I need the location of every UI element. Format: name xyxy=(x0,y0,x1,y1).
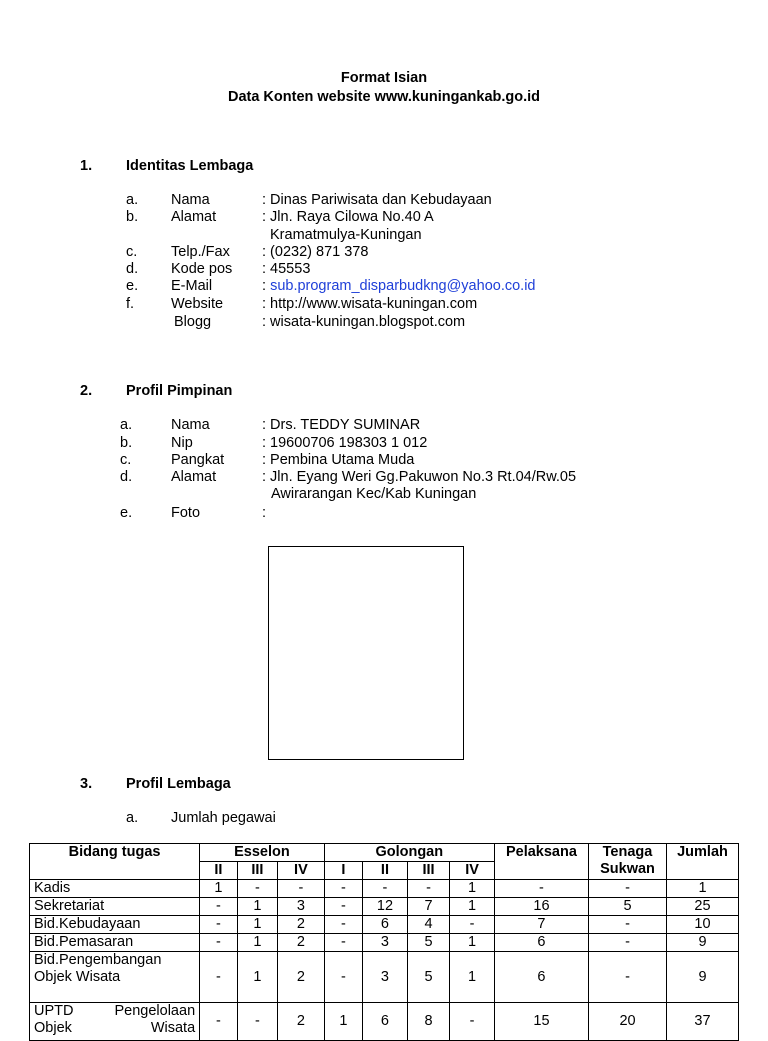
cell: 1 xyxy=(450,934,495,952)
cell: - xyxy=(200,916,237,934)
row-name: Kadis xyxy=(30,880,200,898)
s1-letter: a. xyxy=(126,192,139,208)
cell: - xyxy=(237,1003,278,1041)
s1-letter: f. xyxy=(126,296,135,312)
cell: 16 xyxy=(494,898,588,916)
subheader-golongan: IV xyxy=(450,862,495,880)
section-3-title: Profil Lembaga xyxy=(126,776,231,792)
s2-label: Nama xyxy=(171,417,210,433)
header-esselon: Esselon xyxy=(200,844,325,862)
subheader-golongan: III xyxy=(407,862,450,880)
cell: 2 xyxy=(278,952,325,1003)
document-title: Format Isian xyxy=(340,70,428,86)
s2-value: : Pembina Utama Muda xyxy=(262,452,415,468)
cell: - xyxy=(589,880,667,898)
cell: - xyxy=(324,916,362,934)
cell: 7 xyxy=(494,916,588,934)
email-link[interactable]: sub.program_disparbudkng@yahoo.co.id xyxy=(270,278,536,294)
table-row xyxy=(30,880,739,898)
s1-value: : Dinas Pariwisata dan Kebudayaan xyxy=(262,192,492,208)
cell: 1 xyxy=(324,1003,362,1041)
header-bidang: Bidang tugas xyxy=(30,844,200,880)
cell: - xyxy=(324,898,362,916)
s1-label: Telp./Fax xyxy=(171,244,230,260)
cell: - xyxy=(450,1003,495,1041)
subheader-golongan: I xyxy=(324,862,362,880)
row-name: Bid.Pengembangan Objek Wisata xyxy=(30,952,200,1003)
s1-label: Alamat xyxy=(171,209,217,225)
cell: - xyxy=(363,880,408,898)
s1-label: Nama xyxy=(171,192,210,208)
row-name: Bid.Kebudayaan xyxy=(30,916,200,934)
cell: 5 xyxy=(589,898,667,916)
cell: 12 xyxy=(363,898,408,916)
cell: 20 xyxy=(589,1003,667,1041)
cell: 2 xyxy=(278,916,325,934)
cell: 4 xyxy=(407,916,450,934)
s1-letter: d. xyxy=(126,261,139,277)
cell: 1 xyxy=(667,880,739,898)
cell: - xyxy=(589,934,667,952)
s1-value: : Jln. Raya Cilowa No.40 A xyxy=(262,209,434,225)
s3-letter: a. xyxy=(126,810,139,826)
cell: - xyxy=(200,934,237,952)
cell: 1 xyxy=(200,880,237,898)
cell: 5 xyxy=(407,934,450,952)
cell: 6 xyxy=(363,916,408,934)
cell: - xyxy=(324,934,362,952)
section-1-number: 1. xyxy=(80,158,93,174)
s2-label: Alamat xyxy=(171,469,217,485)
cell: 6 xyxy=(494,952,588,1003)
cell: 2 xyxy=(278,1003,325,1041)
cell: - xyxy=(494,880,588,898)
s1-letter: b. xyxy=(126,209,139,225)
row-name: UPTD Pengelolaan Objek Wisata xyxy=(30,1003,200,1041)
cell: 3 xyxy=(278,898,325,916)
row-name: Bid.Pemasaran xyxy=(30,934,200,952)
email-colon: : xyxy=(262,278,267,294)
cell: 1 xyxy=(237,934,278,952)
s1-letter: c. xyxy=(126,244,138,260)
s2-label: Pangkat xyxy=(171,452,225,468)
s2-letter: c. xyxy=(120,452,132,468)
subheader-esselon: II xyxy=(200,862,237,880)
s2-label: Nip xyxy=(171,435,193,451)
cell: 1 xyxy=(237,898,278,916)
header-pelaksana: Pelaksana xyxy=(494,844,588,880)
table-row xyxy=(30,916,739,934)
s2-letter: a. xyxy=(120,417,133,433)
cell: 15 xyxy=(494,1003,588,1041)
cell: 25 xyxy=(667,898,739,916)
cell: 2 xyxy=(278,934,325,952)
cell: - xyxy=(589,916,667,934)
s2-value: : Drs. TEDDY SUMINAR xyxy=(262,417,421,433)
document-subtitle: Data Konten website www.kuningankab.go.id xyxy=(227,89,541,105)
section-2-title: Profil Pimpinan xyxy=(126,383,233,399)
s2-letter: e. xyxy=(120,505,133,521)
cell: 1 xyxy=(237,952,278,1003)
cell: 7 xyxy=(407,898,450,916)
cell: 8 xyxy=(407,1003,450,1041)
s2-value: : xyxy=(262,505,267,521)
cell: - xyxy=(324,952,362,1003)
cell: 1 xyxy=(450,880,495,898)
cell: - xyxy=(237,880,278,898)
table-header-row xyxy=(30,844,739,862)
cell: 3 xyxy=(363,934,408,952)
cell: - xyxy=(450,916,495,934)
s1-value: : (0232) 871 378 xyxy=(262,244,369,260)
cell: - xyxy=(200,1003,237,1041)
s1-value: : http://www.wisata-kuningan.com xyxy=(262,296,478,312)
cell: - xyxy=(589,952,667,1003)
s1-label: Kode pos xyxy=(171,261,233,277)
section-1-title: Identitas Lembaga xyxy=(126,158,254,174)
s1-value: : 45553 xyxy=(262,261,311,277)
cell: - xyxy=(200,952,237,1003)
header-golongan: Golongan xyxy=(324,844,494,862)
s2-value: : Jln. Eyang Weri Gg.Pakuwon No.3 Rt.04/Rw.05 xyxy=(262,469,577,485)
table-row xyxy=(30,934,739,952)
cell: - xyxy=(278,880,325,898)
subheader-golongan: II xyxy=(363,862,408,880)
cell: 37 xyxy=(667,1003,739,1041)
s2-letter: b. xyxy=(120,435,133,451)
header-tenaga-sukwan: Tenaga Sukwan xyxy=(589,844,667,880)
cell: 6 xyxy=(494,934,588,952)
s1-label: Blogg xyxy=(174,314,212,330)
cell: - xyxy=(407,880,450,898)
table-row xyxy=(30,952,739,1003)
cell: 10 xyxy=(667,916,739,934)
cell: 1 xyxy=(237,916,278,934)
s2-value-continued: Awirarangan Kec/Kab Kuningan xyxy=(271,486,477,502)
cell: - xyxy=(324,880,362,898)
table-row xyxy=(30,898,739,916)
s3-label: Jumlah pegawai xyxy=(171,810,276,826)
section-3-number: 3. xyxy=(80,776,93,792)
cell: 9 xyxy=(667,952,739,1003)
subheader-esselon: IV xyxy=(278,862,325,880)
photo-placeholder-box xyxy=(268,546,464,760)
table-row xyxy=(30,1003,739,1041)
cell: 1 xyxy=(450,898,495,916)
subheader-esselon: III xyxy=(237,862,278,880)
s2-label: Foto xyxy=(171,505,201,521)
cell: 9 xyxy=(667,934,739,952)
cell: 3 xyxy=(363,952,408,1003)
cell: 5 xyxy=(407,952,450,1003)
row-name: Sekretariat xyxy=(30,898,200,916)
s1-value: : wisata-kuningan.blogspot.com xyxy=(262,314,466,330)
s1-label: E-Mail xyxy=(171,278,213,294)
cell: 1 xyxy=(450,952,495,1003)
s1-letter: e. xyxy=(126,278,139,294)
header-jumlah: Jumlah xyxy=(667,844,739,880)
s2-letter: d. xyxy=(120,469,133,485)
s1-value xyxy=(262,278,535,295)
section-2-number: 2. xyxy=(80,383,93,399)
s1-value-continued: Kramatmulya-Kuningan xyxy=(270,227,422,243)
s1-label: Website xyxy=(171,296,224,312)
cell: 6 xyxy=(363,1003,408,1041)
employee-table xyxy=(29,843,739,1041)
s2-value: : 19600706 198303 1 012 xyxy=(262,435,428,451)
cell: - xyxy=(200,898,237,916)
